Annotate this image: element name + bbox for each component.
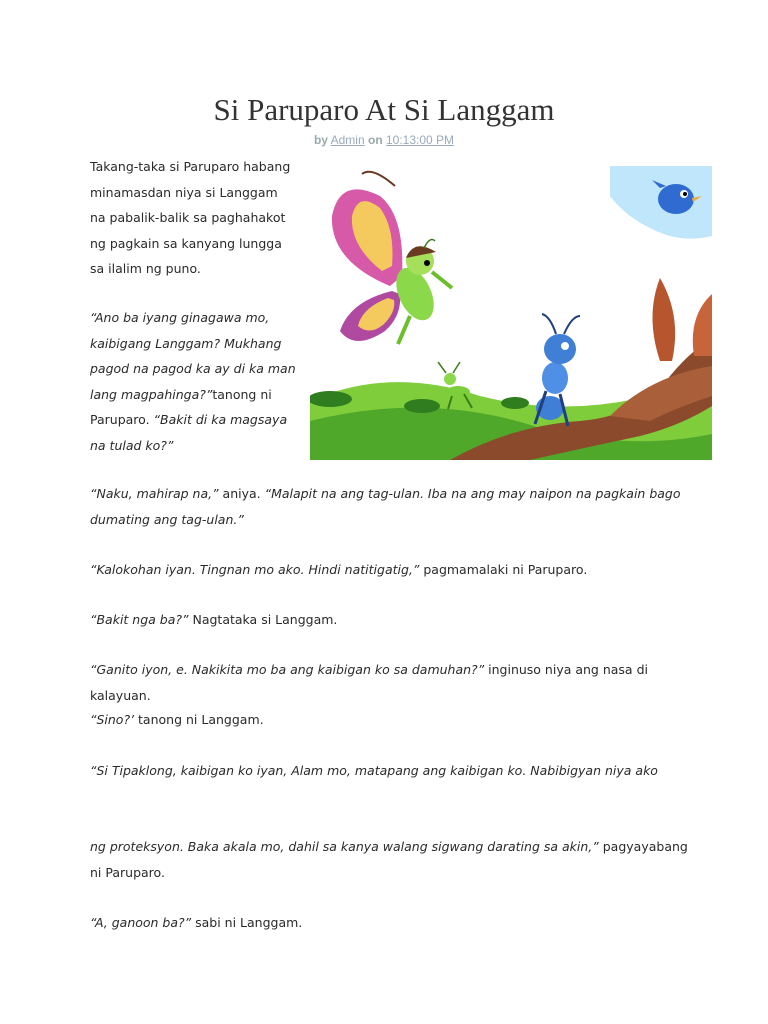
quote: “Si Tipaklong, kaibigan ko iyan, Alam mo, matapang ang kaibigan ko. Nabibigyan niya ako — [90, 763, 658, 778]
paragraph-8 — [90, 758, 690, 784]
narration: pagyayabang ni Paruparo. — [90, 839, 688, 880]
byline — [0, 133, 768, 147]
narration: tanong ni Langgam. — [134, 712, 264, 727]
byline-by: by — [313, 133, 328, 147]
narration: pagmamalaki ni Paruparo. — [419, 562, 588, 577]
narration: Nagtataka si Langgam. — [188, 612, 338, 627]
quote: “Sino?’ — [90, 712, 135, 727]
paragraph-10 — [90, 910, 690, 936]
paragraph-3 — [90, 481, 690, 532]
byline-on: on — [367, 133, 383, 147]
page-title: Si Paruparo At Si Langgam — [213, 92, 555, 127]
quote: “A, ganoon ba?” — [90, 915, 192, 930]
paragraph-5 — [90, 607, 690, 633]
bush — [310, 391, 352, 407]
paragraph-6 — [90, 657, 690, 708]
story-illustration — [310, 166, 712, 460]
narration: tanong ni Paruparo. — [90, 386, 272, 427]
paragraph-9 — [90, 834, 690, 885]
quote: “Bakit nga ba?” — [90, 612, 189, 627]
bush — [404, 399, 440, 413]
bush — [501, 397, 529, 409]
quote: ng proteksyon. Baka akala mo, dahil sa kanya walang sigwang darating sa akin,” — [90, 839, 599, 854]
paragraph-7 — [90, 707, 690, 733]
quote: “Bakit di ka magsaya na tulad ko?” — [90, 412, 288, 453]
narration: aniya. — [218, 486, 265, 501]
quote: “Ganito iyon, e. Nakikita mo ba ang kaibigan ko sa damuhan?” — [90, 662, 485, 677]
paragraph-1: Takang-taka si Paruparo habang minamasdan niya si Langgam na pabalik-balik sa paghahakot ng pagkain sa kanyang lungga sa ilalim ng puno. — [90, 159, 291, 276]
narration: inginuso niya ang nasa di kalayuan. — [90, 662, 648, 703]
paragraph-2 — [90, 305, 305, 458]
paragraph-4 — [90, 557, 690, 583]
quote: “Ano ba iyang ginagawa mo, kaibigang Langgam? Mukhang pagod na pagod ka ay di ka man lang magpahinga?” — [90, 310, 296, 402]
narration: sabi ni Langgam. — [191, 915, 303, 930]
timestamp-link[interactable]: 10:13:00 PM — [386, 133, 455, 147]
quote: “Naku, mahirap na,” — [90, 486, 219, 501]
quote: “Kalokohan iyan. Tingnan mo ako. Hindi natitigatig,” — [90, 562, 420, 577]
quote: “Malapit na ang tag-ulan. Iba na ang may naipon na pagkain bago dumating ang tag-ulan.” — [90, 486, 681, 527]
author-link[interactable]: Admin — [330, 133, 365, 147]
